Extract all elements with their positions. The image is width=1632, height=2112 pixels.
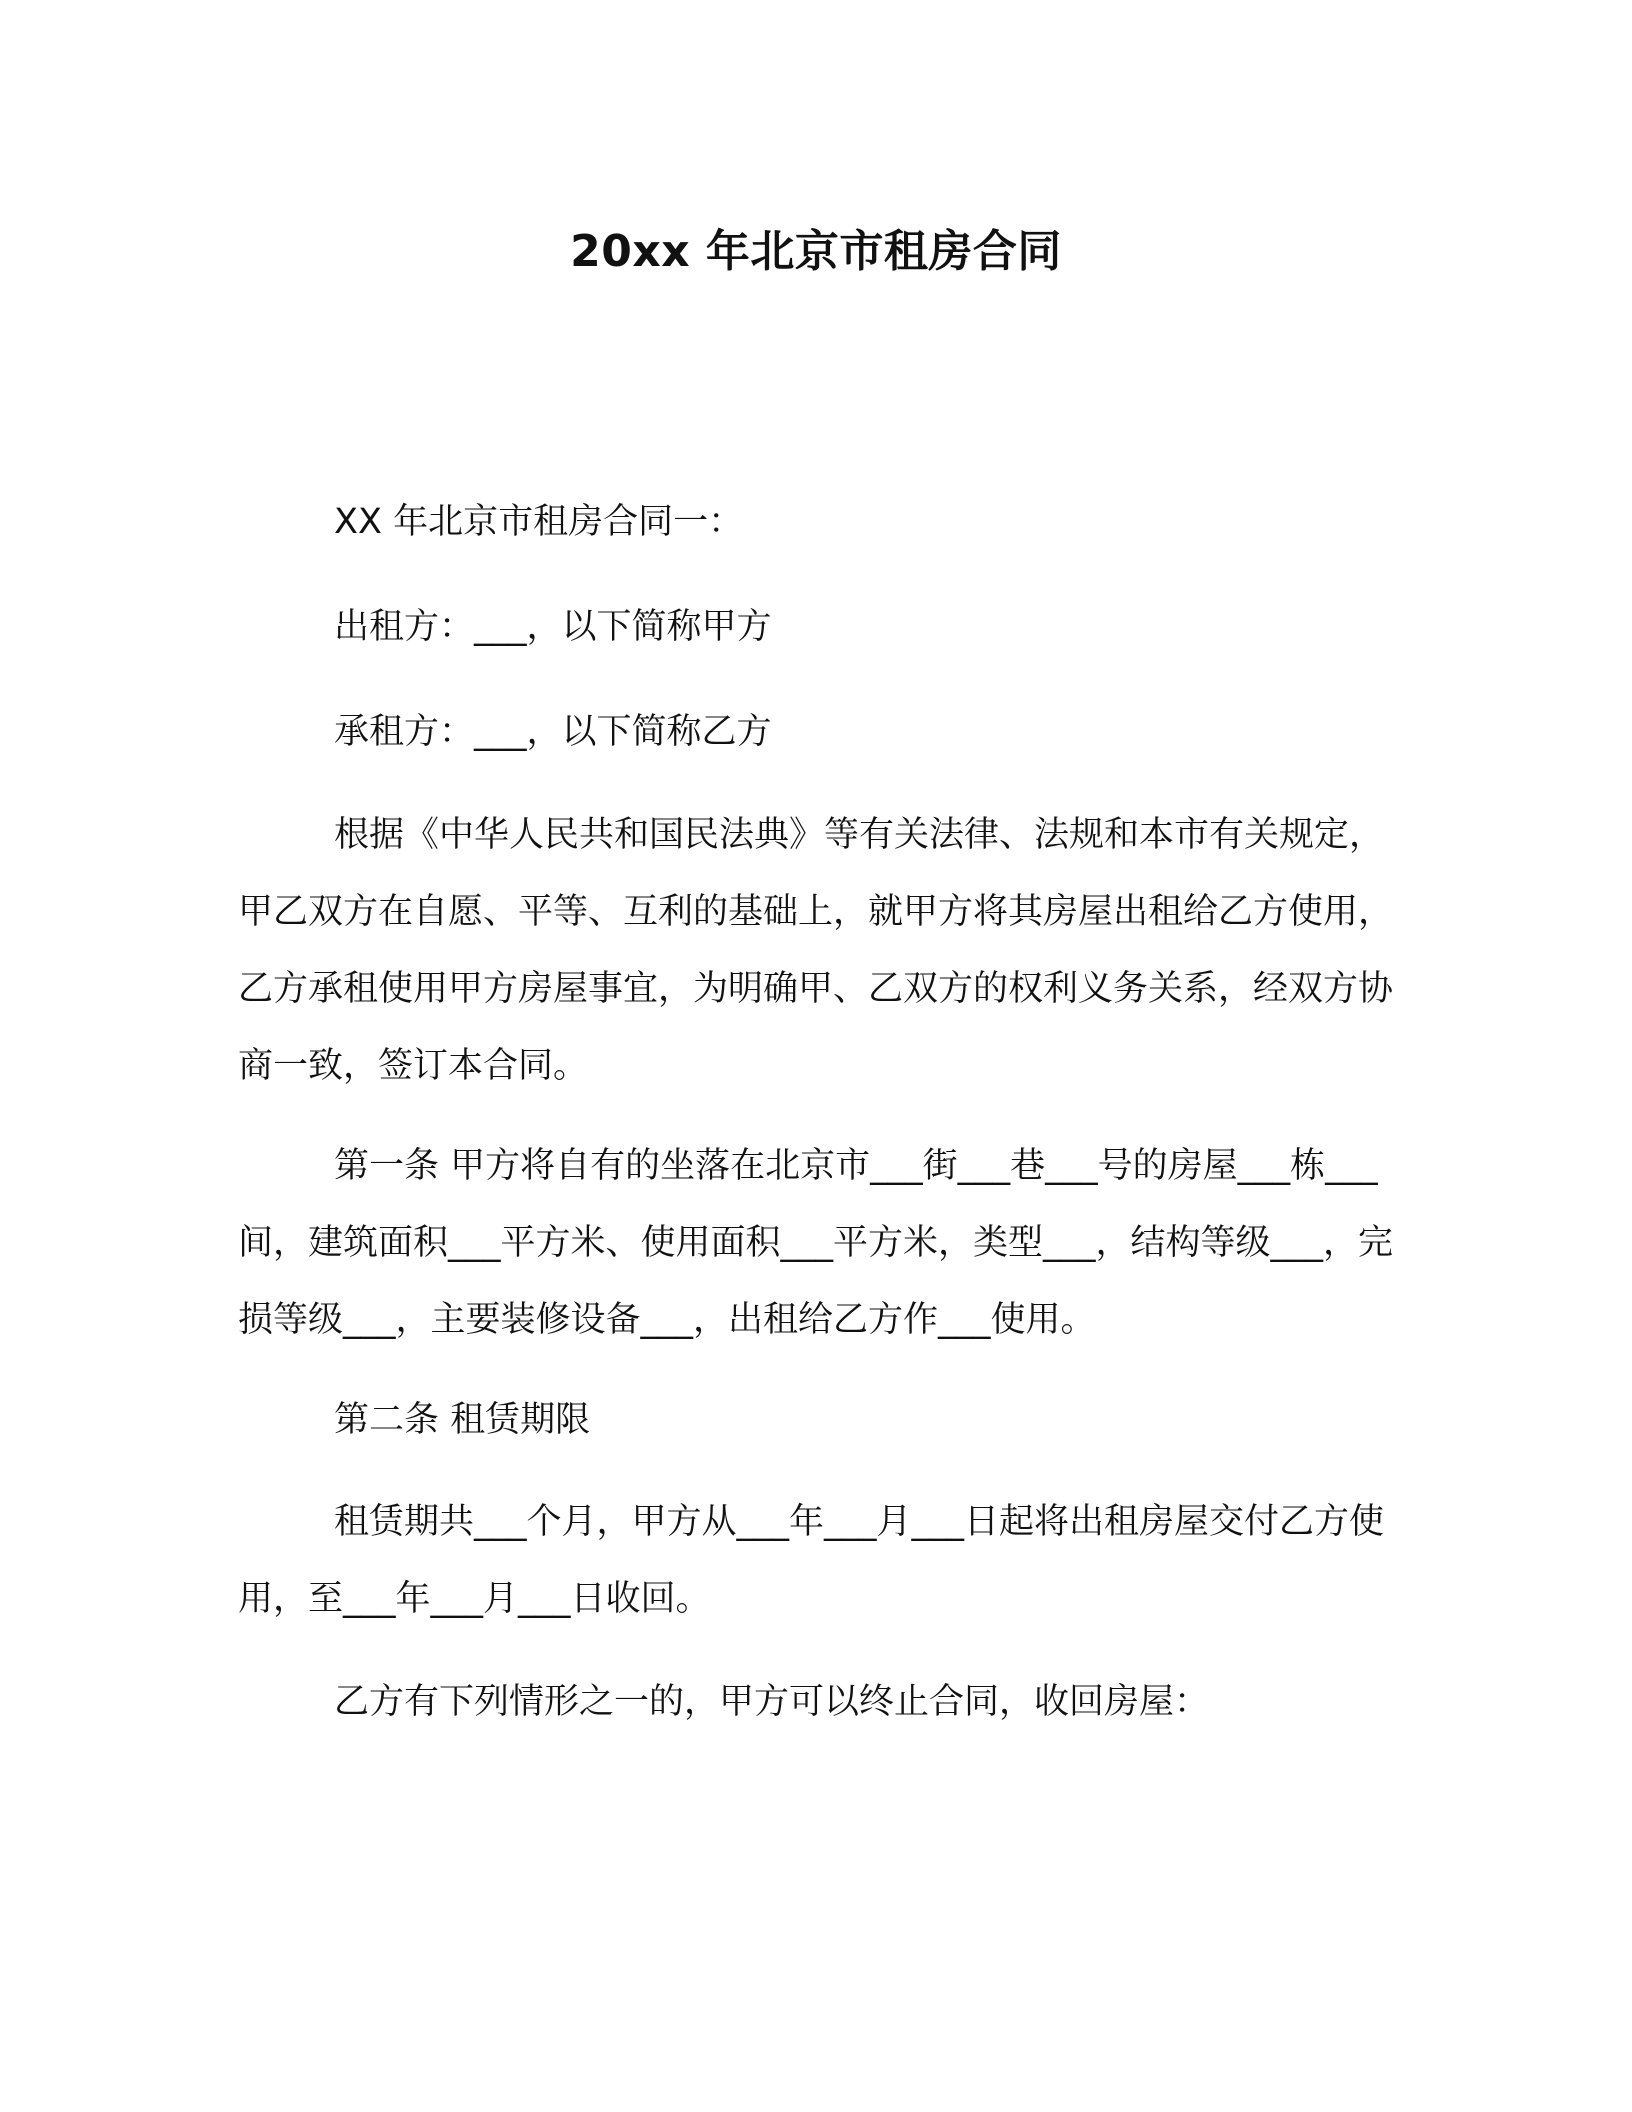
document-title: 20xx 年北京市租房合同	[570, 226, 1062, 277]
contract-subtitle: XX 年北京市租房合同一：	[334, 502, 744, 542]
article-one-paragraph: 第一条 甲方将自有的坐落在北京市___街___巷___号的房屋___栋___间，建筑面积___平方米、使用面积___平方米，类型___，结构等级___，完损等级___，主要装修设备___，出租给乙方作___使用。	[238, 1146, 1394, 1340]
lessee-line: 承租方：___，以下简称乙方	[334, 712, 772, 752]
article-two-heading: 第二条 租赁期限	[334, 1400, 591, 1440]
preamble-paragraph: 根据《中华人民共和国民法典》等有关法律、法规和本市有关规定，甲乙双方在自愿、平等、互利的基础上，就甲方将其房屋出租给乙方使用，乙方承租使用甲方房屋事宜，为明确甲、乙双方的权利义务关系，经双方协商一致，签订本合同。	[238, 815, 1394, 1086]
lessor-line: 出租方：___，以下简称甲方	[334, 607, 772, 647]
termination-conditions-intro: 乙方有下列情形之一的，甲方可以终止合同，收回房屋：	[334, 1682, 1210, 1722]
lease-term-paragraph: 租赁期共___个月，甲方从___年___月___日起将出租房屋交付乙方使用，至___年___月___日收回。	[238, 1502, 1385, 1619]
